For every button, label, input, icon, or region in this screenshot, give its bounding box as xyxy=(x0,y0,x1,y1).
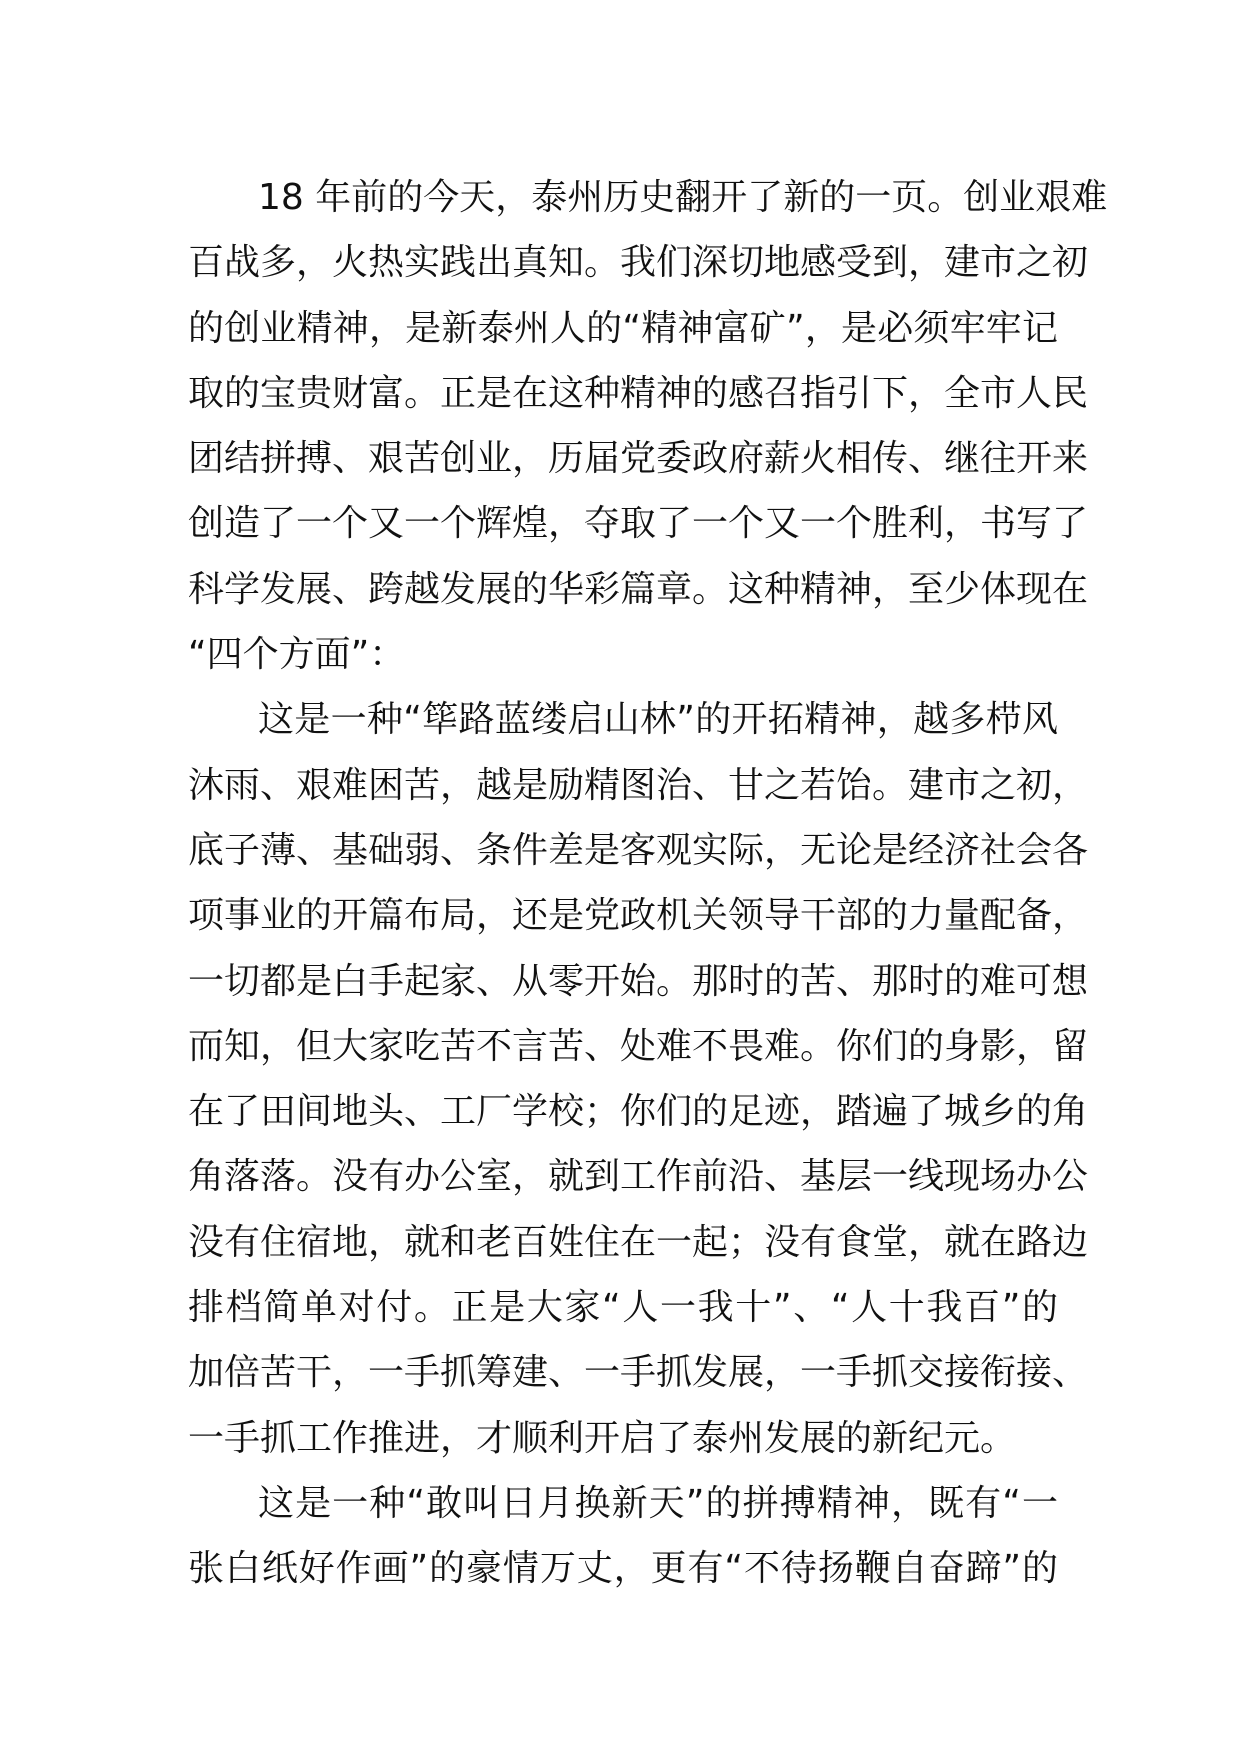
text-line: 一切都是白手起家、从零开始。那时的苦、那时的难可想 xyxy=(188,960,1089,1002)
text-line: 底子薄、基础弱、条件差是客观实际，无论是经济社会各 xyxy=(188,829,1089,871)
text-line: “四个方面”： xyxy=(188,634,406,676)
text-line: 的创业精神，是新泰州人的“精神富矿”，是必须牢牢记 xyxy=(188,307,1058,349)
text-line: 排档简单对付。正是大家“人一我十”、“人十我百”的 xyxy=(188,1287,1058,1329)
text-line: 张白纸好作画”的豪情万丈，更有“不待扬鞭自奋蹄”的 xyxy=(188,1548,1058,1590)
text-line: 项事业的开篇布局，还是党政机关领导干部的力量配备， xyxy=(188,895,1089,937)
text-line: 创造了一个又一个辉煌，夺取了一个又一个胜利，书写了 xyxy=(188,503,1089,545)
text-line: 在了田间地头、工厂学校；你们的足迹，踏遍了城乡的角 xyxy=(188,1091,1089,1133)
text-line: 百战多，火热实践出真知。我们深切地感受到，建市之初 xyxy=(188,242,1089,284)
text-line: 18 年前的今天，泰州历史翻开了新的一页。创业艰难 xyxy=(258,177,1108,218)
body-text xyxy=(188,165,1108,1602)
text-line: 而知，但大家吃苦不言苦、处难不畏难。你们的身影，留 xyxy=(188,1025,1089,1067)
text-line: 这是一种“筚路蓝缕启山林”的开拓精神，越多栉风 xyxy=(258,699,1058,741)
text-line: 取的宝贵财富。正是在这种精神的感召指引下，全市人民 xyxy=(188,372,1089,414)
text-line: 没有住宿地，就和老百姓住在一起；没有食堂，就在路边 xyxy=(188,1221,1089,1263)
text-line: 这是一种“敢叫日月换新天”的拼搏精神，既有“一 xyxy=(258,1482,1058,1524)
text-line: 团结拼搏、艰苦创业，历届党委政府薪火相传、继往开来 xyxy=(188,438,1089,480)
text-line: 角落落。没有办公室，就到工作前沿、基层一线现场办公 xyxy=(188,1156,1089,1198)
text-line: 一手抓工作推进，才顺利开启了泰州发展的新纪元。 xyxy=(188,1417,1017,1459)
text-line: 加倍苦干，一手抓筹建、一手抓发展，一手抓交接衔接、 xyxy=(188,1352,1089,1394)
text-line: 科学发展、跨越发展的华彩篇章。这种精神，至少体现在 xyxy=(188,568,1089,610)
text-line: 沐雨、艰难困苦，越是励精图治、甘之若饴。建市之初， xyxy=(188,764,1089,806)
